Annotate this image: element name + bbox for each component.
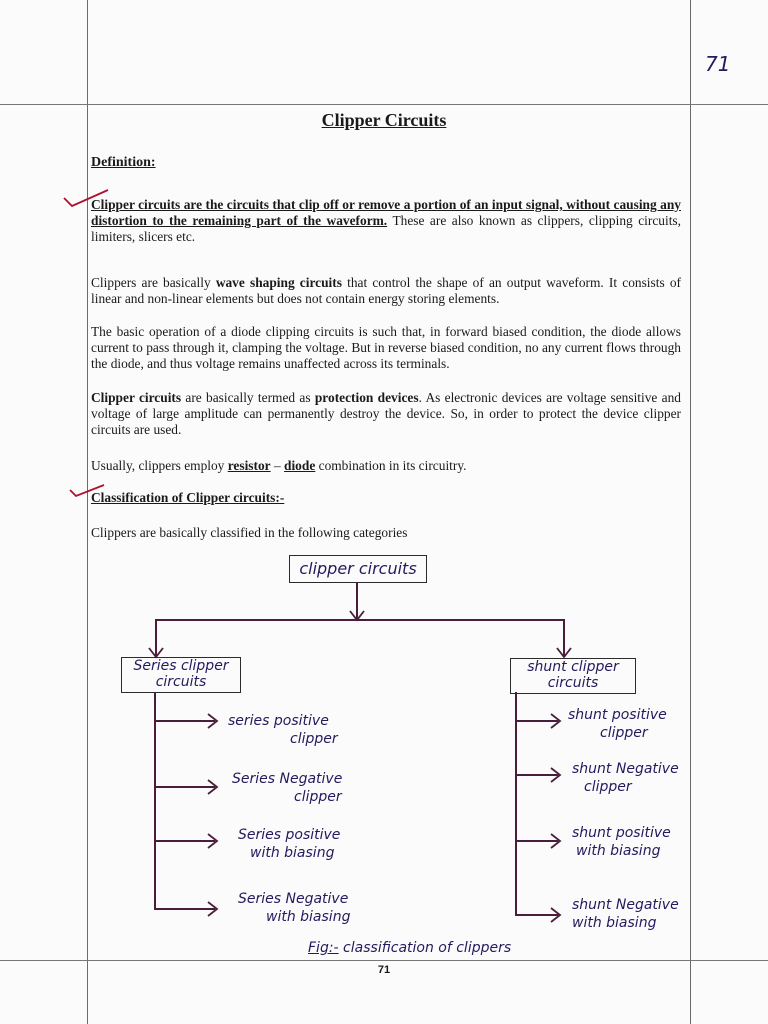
definition-bold-text: Clipper circuits are the circuits that clip off or remove a portion of an input signal, without causing any distortion to the remaining part of the waveform. [91,197,681,228]
item-line: with biasing [250,845,335,861]
item-line: Series positive [238,827,341,843]
root-box: clipper circuits [289,555,427,583]
item-line: Series Negative [232,771,343,787]
item-line: shunt positive [568,707,667,723]
text-span: that control the shape of an output waveform. It consists of linear and non-linear elements but does not contain energy storing elements. [91,275,681,306]
bold-span: wave shaping circuits [215,275,342,290]
series-negative-biasing [238,890,350,926]
caption-text: classification of clippers [338,940,512,956]
classification-intro: Clippers are basically classified in the following categories [91,525,408,540]
item-line: shunt Negative [572,897,679,913]
text-span: . As electronic devices are voltage sensitive and voltage of large amplitude can permanently destroy the device. So, in order to protect the device clipper circuits are used. [91,390,681,437]
definition-heading: Definition: [91,155,156,170]
item-line: shunt Negative [572,761,679,777]
bold-span: protection devices [314,390,419,405]
item-line: clipper [294,789,342,805]
operation-paragraph: The basic operation of a diode clipping circuits is such that, in forward biased condition, the diode allows current to pass through it, clamping the voltage. But in reverse biased condition, no any current flows through the diode, and thus voltage remains unaffected across its terminals. [91,324,681,371]
text-span: Clippers are basically [91,275,216,290]
series-positive-biasing [238,826,340,862]
box-line: circuits [155,674,207,690]
box-line: circuits [547,675,599,691]
text-span: combination in its circuitry. [315,458,467,473]
text-span: – [270,458,285,473]
item-line: with biasing [572,915,657,931]
item-line: Series Negative [238,891,349,907]
caption-label: Fig:- [308,940,339,956]
resistor-term: resistor [227,458,271,473]
classification-heading: Classification of Clipper circuits:- [91,490,285,505]
box-line: shunt clipper [527,659,619,675]
box-line: Series clipper [133,658,229,674]
item-line: shunt positive [572,825,671,841]
item-line: with biasing [576,843,661,859]
definition-rest-text: These are also known as clippers, clipping circuits, limiters, slicers etc. [91,213,681,244]
series-positive-clipper [228,712,338,748]
item-line: clipper [290,731,338,747]
shunt-positive-biasing [572,824,671,860]
page-title: Clipper Circuits [321,110,447,130]
shunt-positive-clipper [568,706,667,742]
shunt-negative-clipper [572,760,679,796]
handwritten-page-number: 71 [705,52,731,76]
page-number: 71 [377,964,391,976]
item-line: clipper [600,725,648,741]
text-span: are basically termed as [181,390,315,405]
text-span: Usually, clippers employ [91,458,228,473]
series-negative-clipper [232,770,342,806]
shunt-negative-biasing [572,896,679,932]
item-line: clipper [584,779,632,795]
figure-caption [308,940,511,956]
bold-span: Clipper circuits [91,390,182,405]
item-line: series positive [228,713,329,729]
item-line: with biasing [266,909,351,925]
diode-term: diode [284,458,316,473]
